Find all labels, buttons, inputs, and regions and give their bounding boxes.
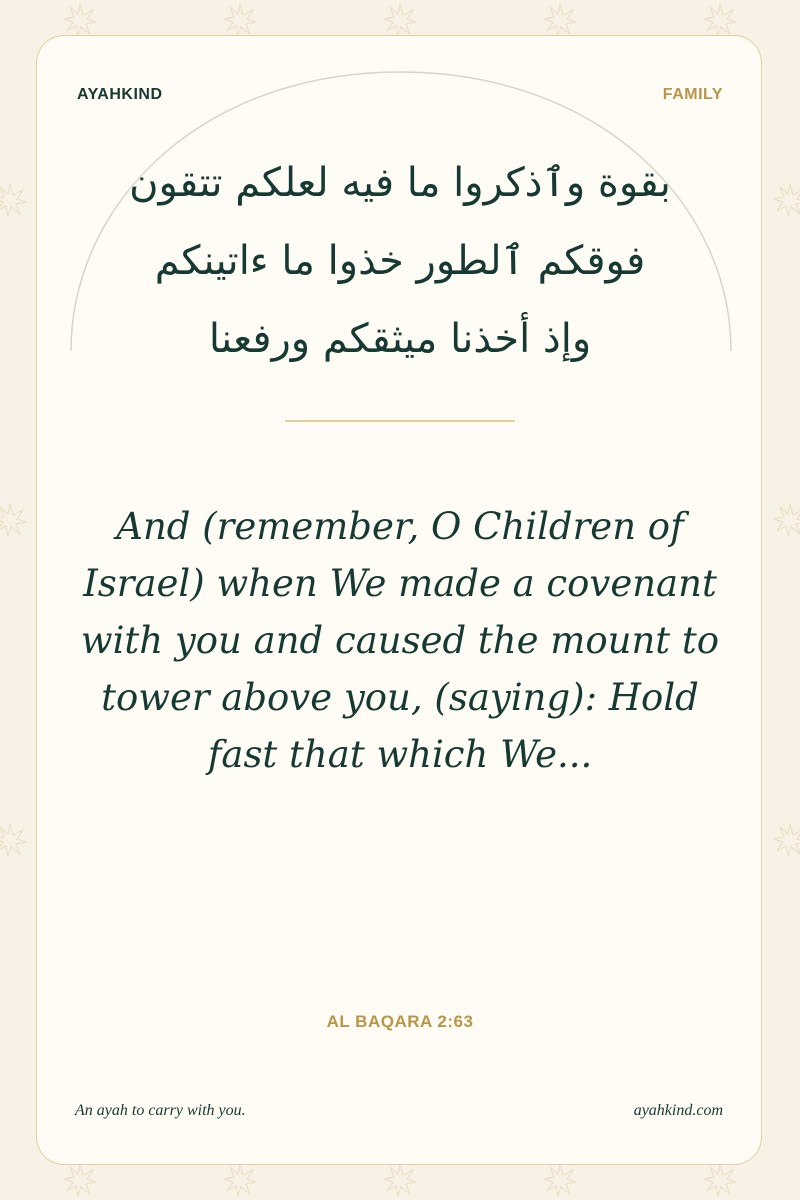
pattern-bottom-row — [64, 1164, 736, 1196]
divider — [285, 420, 515, 422]
verse-translation: And (remember, O Children of Israel) when We made a covenant with you and caused the mount to tower above you, (saying): Hold fast that which We... — [80, 505, 720, 776]
arabic-line: بقوة وٱذكروا ما فيه لعلكم تتقون — [129, 160, 671, 206]
pattern-right-column — [774, 184, 800, 856]
verse-card — [36, 35, 762, 1165]
footer-website[interactable]: ayahkind.com — [633, 1102, 723, 1119]
pattern-left-column — [0, 184, 26, 856]
verse-reference: AL BAQARA 2:63 — [326, 1012, 474, 1031]
arabic-verse — [67, 144, 733, 378]
footer-tagline: An ayah to carry with you. — [75, 1102, 246, 1119]
arabic-line: وإذ أخذنا ميثقكم ورفعنا — [208, 316, 592, 362]
pattern-top-row — [64, 4, 736, 36]
arabic-line: فوقكم ٱلطور خذوا ما ءاتينكم — [154, 238, 646, 284]
category-label: FAMILY — [662, 86, 723, 103]
brand-name: AYAHKIND — [77, 86, 163, 103]
